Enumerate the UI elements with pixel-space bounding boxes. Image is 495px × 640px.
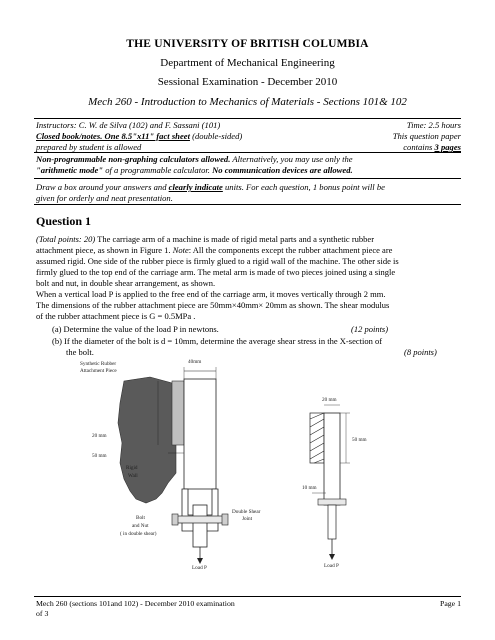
calculator-rule-2 [36,165,461,176]
label-double-shear-paren: ( in double shear) [120,531,157,537]
course-title: Mech 260 - Introduction to Mechanics of Materials - Sections 101& 102 [88,96,407,108]
question-line-5: bolt and nut, in double shear arrangement, as shown. [36,278,216,288]
figure-1 [72,353,432,573]
rubber-piece [172,381,184,445]
label-load-right: Load P [324,563,339,569]
instructions-3: given for orderly and neat presentation. [36,193,173,203]
label-rigid: Rigid [126,465,138,471]
divider [34,118,461,119]
part-a: (a) Determine the value of the load P in newtons. [52,324,219,334]
footer [36,599,462,618]
page-number: Page 1 [439,599,461,608]
carriage-arm-top [184,379,216,489]
footer-course: Mech 260 (sections 101and 102) - December 2010 examination [36,599,235,608]
label-dim-40: 40mm [188,359,202,365]
divider [34,204,461,205]
label-load-left: Load P [192,565,207,571]
exam-time: Time: 2.5 hours [406,120,461,130]
question-text: attachment piece, as shown in Figure 1. [36,245,173,255]
double-sided: (double-sided) [189,131,243,141]
instructions [36,182,461,193]
label-wall: Wall [128,473,138,479]
figure-1-drawing [72,353,432,573]
no-communication: No communication devices are allowed. [209,165,353,175]
instructions-emph: clearly indicate [168,182,223,192]
divider [34,152,461,153]
arithmetic-mode: "arithmetic mode" [36,165,104,175]
paper-contains: This question paper [392,131,461,141]
question-text: : All the components except the rubber attachment piece are [188,245,393,255]
label-joint: Joint [242,516,253,522]
label-bolt: Bolt [136,515,145,521]
arithmetic-rest: of a programmable calculator. [103,165,210,175]
calculators-bold: Non-programmable non-graphing calculators allowed. [36,154,231,164]
footer-of: of 3 [36,608,49,618]
calculators-italic: Alternatively, you may use only the [230,154,353,164]
question-text: The carriage arm of a machine is made of rigid metal parts and a synthetic rubber [95,234,375,244]
total-points: (Total points: 20) [36,234,96,244]
label-dim-10: 10 mm [302,485,317,491]
closed-book: Closed book/notes. One 8.5"x11" fact sheet [36,131,190,141]
instructions-2: units. For each question, 1 bonus point will be [222,182,385,192]
bolt [176,516,224,523]
label-dim-20-right: 20 mm [322,397,337,403]
part-b-line-2: the bolt. [66,347,94,357]
pages-value: 3 pages [434,142,461,152]
part-a-points: (12 points) [351,324,389,334]
question-line-3: assumed rigid. One side of the rubber piece is firmly glued to a rigid wall of the machine. The other side is [36,256,399,266]
label-rubber-2: Attachment Piece [80,368,117,374]
calculator-rule [36,154,461,165]
university-title: THE UNIVERSITY OF BRITISH COLUMBIA [126,38,369,50]
pages-count [403,142,461,153]
label-double-shear: Double Shear [232,509,261,515]
footer-divider [34,596,461,597]
question-line-4: firmly glued to the top end of the carriage arm. The metal arm is made of two pieces joined using a single [36,267,396,277]
department: Department of Mechanical Engineering [160,57,335,69]
instructions-1: Draw a box around your answers and [36,182,169,192]
question-line-8: of the rubber attachment piece is G = 0.5MPa . [36,311,196,321]
right-arm-top [324,413,340,505]
exam-title: Sessional Examination - December 2010 [157,76,338,88]
instructors: Instructors: C. W. de Silva (102) and F. Sassani (101) [36,120,221,130]
label-rubber: Synthetic Rubber [80,361,117,367]
pages-prefix: contains [403,142,435,152]
question-line-2 [36,245,462,256]
label-dim-20-left: 20 mm [92,433,107,439]
lower-arm [193,505,207,547]
note-label: Note [172,245,189,255]
label-dim-50-left: 50 mm [92,453,107,459]
label-dim-50-right: 50 mm [352,437,367,443]
label-and-nut: and Nut [132,523,149,529]
question-title: Question 1 [36,214,92,228]
prepared-by: prepared by student is allowed [36,142,142,152]
question-line-1 [36,234,462,245]
rigid-wall [118,377,176,503]
part-b: (b) If the diameter of the bolt is d = 10mm, determine the average shear stress in the X-section of [52,336,383,346]
question-line-7: The dimensions of the rubber attachment piece are 50mm×40mm× 20mm as shown. The shear modulus [36,300,390,310]
divider [34,178,461,179]
question-line-6: When a vertical load P is applied to the free end of the carriage arm, it moves vertically through 2 mm. [36,289,386,299]
part-b-points: (8 points) [404,347,437,357]
